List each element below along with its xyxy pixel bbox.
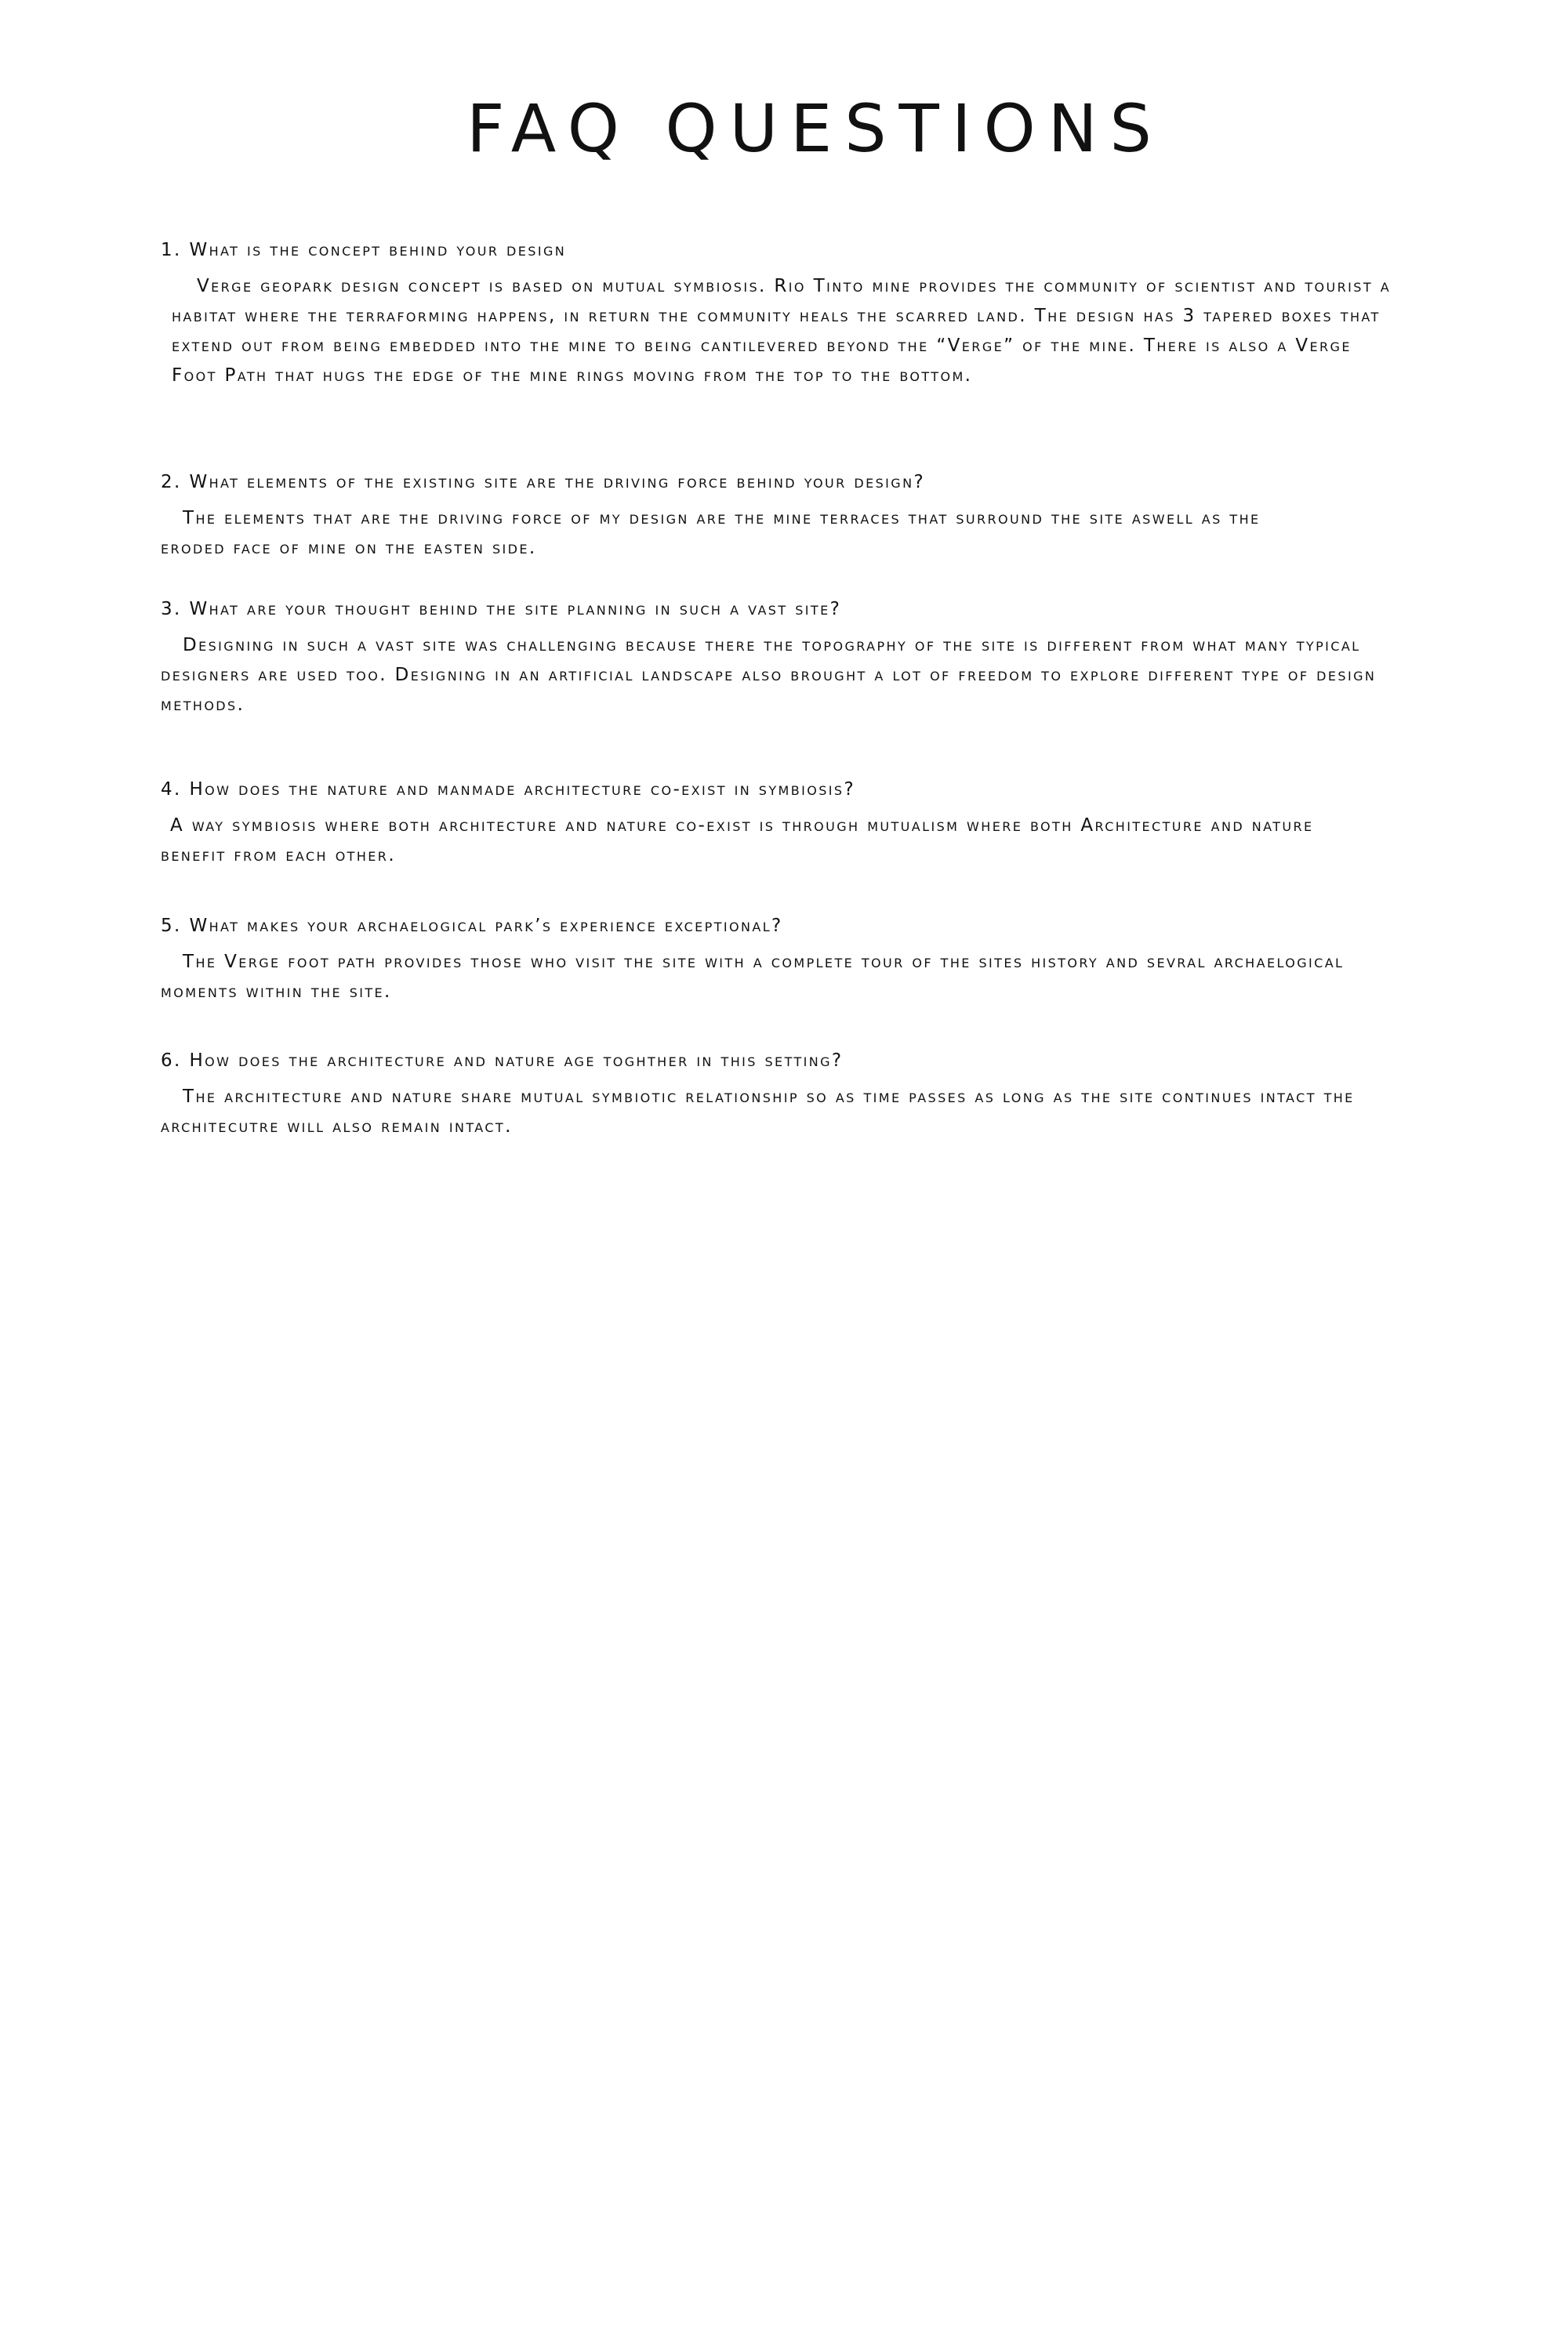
faq-item-4 xyxy=(161,775,1415,870)
faq-question: 6. How does the architecture and nature age toghther in this setting? xyxy=(161,1050,844,1071)
faq-answer: The architecture and nature share mutual symbiotic relationship so as time passes as long as the site continues intact the architecutre will also remain intact. xyxy=(161,1087,1355,1137)
faq-question: 1. What is the concept behind your design xyxy=(161,240,567,260)
faq-answer: The Verge foot path provides those who visit the site with a complete tour of the sites history and sevral archaelogical moments within the site. xyxy=(161,952,1345,1002)
faq-item-5 xyxy=(161,911,1415,1007)
faq-item-2 xyxy=(161,467,1415,563)
page-title: FAQ QUESTIONS xyxy=(466,90,1164,167)
faq-item-6 xyxy=(161,1046,1415,1141)
faq-item-1 xyxy=(161,235,1415,390)
faq-answer: A way symbiosis where both architecture and nature co-exist is through mutualism where both Architecture and nature benefit from each other. xyxy=(161,815,1314,865)
faq-item-3 xyxy=(161,594,1415,720)
faq-question: 3. What are your thought behind the site planning in such a vast site? xyxy=(161,599,842,619)
faq-answer: Designing in such a vast site was challenging because there the topography of the site is different from what many typical designers are used too. Designing in an artificial landscape also brought a lot of freedom to explore different type of design methods. xyxy=(161,635,1377,715)
faq-question: 5. What makes your archaelogical park’s experience exceptional? xyxy=(161,916,783,936)
faq-question: 4. How does the nature and manmade architecture co-exist in symbiosis? xyxy=(161,779,856,800)
faq-answer: Verge geopark design concept is based on mutual symbiosis. Rio Tinto mine provides the community of scientist and tourist a habitat where the terraforming happens, in return the community heals the scarred land. The design has 3 tapered boxes that extend out from being embedded into the mine to being cantilevered beyond the “Verge” of the mine. There is also a Verge Foot Path that hugs the edge of the mine rings moving from the top to the bottom. xyxy=(172,276,1392,386)
faq-question: 2. What elements of the existing site are the driving force behind your design? xyxy=(161,472,926,492)
faq-answer: The elements that are the driving force of my design are the mine terraces that surround the site aswell as the eroded face of mine on the easten side. xyxy=(161,508,1261,558)
